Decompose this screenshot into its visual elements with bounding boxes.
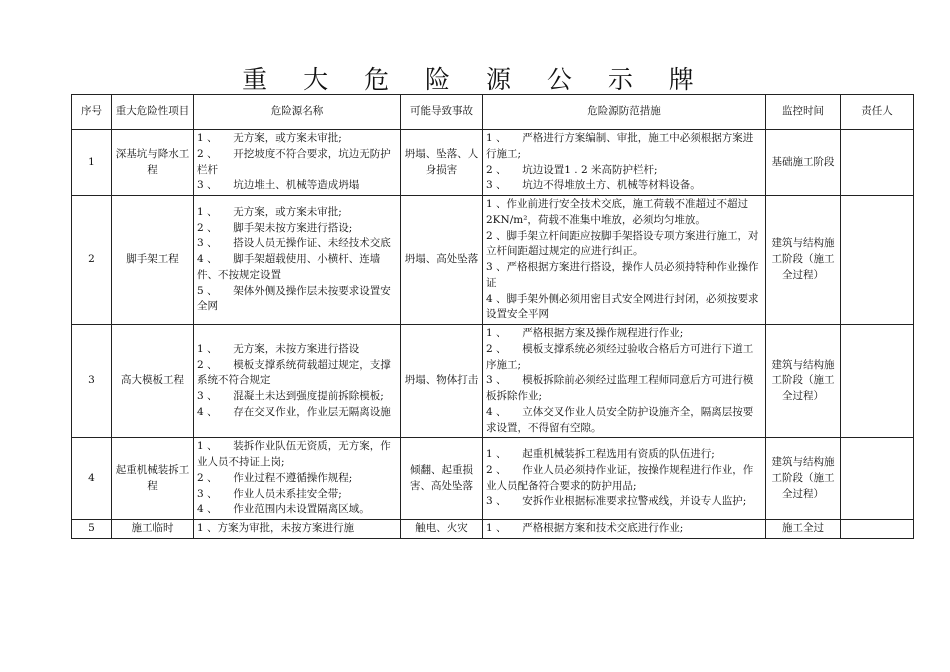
row-time: 施工全过 [766,520,841,539]
row-person [841,130,914,196]
measure-line: 4 、 立体交叉作业人员安全防护设施齐全，隔离层按要求设置，不得留有空隙。 [486,405,754,434]
hazard-line: 3 、 作业人员未系挂安全带; [197,487,342,500]
hazard-line: 3 、 坑边堆土、机械等造成坍塌 [197,179,360,192]
table-row [72,325,914,438]
header-person: 责任人 [841,95,914,130]
row-item: 深基坑与降水工程 [112,130,194,196]
measure-line: 1 、 严格根据方案及操作规程进行作业; [486,327,684,339]
row-time: 建筑与结构施工阶段（施工全过程） [766,438,841,520]
hazard-line: 1 、 无方案，或方案未审批; [197,205,342,218]
measure-line: 2 、 模板支撑系统必须经过验收合格后方可进行下道工序施工; [486,342,754,371]
row-item: 施工临时 [112,520,194,539]
row-time: 建筑与结构施工阶段（施工全过程） [766,196,841,325]
measure-line: 3 、 坑边不得堆放土方、机械等材料设备。 [486,179,701,192]
hazard-line: 5 、 架体外侧及操作层未按要求设置安全网 [197,284,391,313]
hazard-line: 4 、 脚手架超载使用、小横杆、连墙件、不按规定设置 [197,253,381,281]
row-accident: 坍塌、坠落、人身损害 [401,130,483,196]
hazard-line: 1 、 装拆作业队伍无资质，无方案，作业人员不持证上岗; [197,440,391,468]
measure-line: 1 、 起重机械装拆工程选用有资质的队伍进行; [486,448,715,461]
measure-line: 2 、 作业人员必须持作业证，按操作规程进行作业，作业人员配备符合要求的防护用品; [486,463,754,492]
hazard-line: 2 、 开挖坡度不符合要求，坑边无防护栏杆 [197,147,391,176]
row-accident: 坍塌、物体打击 [401,325,483,438]
table-row [72,438,914,520]
row-time: 建筑与结构施工阶段（施工全过程） [766,325,841,438]
header-no: 序号 [72,95,112,130]
header-time: 监控时间 [766,95,841,130]
row-person [841,520,914,539]
header-row [72,95,914,130]
hazard-line: 2 、 作业过程不遵循操作规程; [197,471,353,484]
row-accident: 倾翻、起重损害、高处坠落 [401,438,483,520]
measure-line: 3 、 安拆作业根据标准要求拉警戒线，并设专人监护; [486,495,747,508]
row-item: 高大模板工程 [112,325,194,438]
measure-line: 4 、脚手架外侧必须用密目式安全网进行封闭，必须按要求设置安全平网 [486,292,759,321]
row-measures [483,438,766,520]
row-accident: 坍塌、高处坠落 [401,196,483,325]
row-hazards [194,130,401,196]
row-item: 起重机械装拆工程 [112,438,194,520]
measure-line: 1 、作业前进行安全技术交底，施工荷载不准超过不超过2KN/m²，荷载不准集中堆放，必须均匀堆放。 [486,198,749,226]
row-measures [483,325,766,438]
row-person [841,438,914,520]
hazard-line: 1 、 无方案，未按方案进行搭设 [197,342,360,355]
row-measures [483,520,766,539]
measure-line: 3 、严格根据方案进行搭设，操作人员必须持特种作业操作证 [486,261,759,289]
table-row [72,130,914,196]
hazard-line: 1 、 无方案，或方案未审批; [197,132,342,144]
row-no: 4 [72,438,112,520]
row-no: 5 [72,520,112,539]
header-hazard: 危险源名称 [194,95,401,130]
row-time: 基础施工阶段 [766,130,841,196]
hazard-line: 3 、 搭设人员无操作证、未经技术交底 [197,237,391,250]
row-person [841,196,914,325]
measure-line: 1 、 严格根据方案和技术交底进行作业; [486,522,684,534]
header-measures: 危险源防范措施 [483,95,766,130]
row-no: 2 [72,196,112,325]
measure-line: 1 、 严格进行方案编制、审批，施工中必须根据方案进行施工; [486,132,754,160]
table-row [72,196,914,325]
hazard-line: 2 、 脚手架未按方案进行搭设; [197,221,353,234]
row-measures [483,130,766,196]
hazard-line: 4 、 存在交叉作业，作业层无隔离设施 [197,405,391,418]
row-person [841,325,914,438]
header-accident: 可能导致事故 [401,95,483,130]
hazard-line: 1 、方案为审批，未按方案进行施 [197,522,355,534]
page-title: 重 大 危 险 源 公 示 牌 [242,65,708,94]
row-accident: 触电、火灾 [401,520,483,539]
hazard-line: 2 、 模板支撑系统荷载超过规定，支撑系统不符合规定 [197,358,391,387]
row-hazards [194,438,401,520]
row-measures [483,196,766,325]
row-hazards [194,196,401,325]
row-no: 1 [72,130,112,196]
row-hazards [194,520,401,539]
header-item: 重大危险性项目 [112,95,194,130]
hazard-line: 3 、 混凝土未达到强度提前拆除模板; [197,390,384,402]
hazard-line: 4 、 作业范围内未设置隔离区域。 [197,503,370,516]
measure-line: 2 、 坑边设置1 . 2 米高防护栏杆; [486,163,658,176]
row-item: 脚手架工程 [112,196,194,325]
measure-line: 2 、脚手架立杆间距应按脚手架搭设专项方案进行施工，对立杆间距超过规定的应进行纠正。 [486,229,759,258]
measure-line: 3 、 模板拆除前必须经过监理工程师同意后方可进行模板拆除作业; [486,374,754,402]
row-hazards [194,325,401,438]
table-row [72,520,914,539]
hazard-table [71,94,914,539]
row-no: 3 [72,325,112,438]
